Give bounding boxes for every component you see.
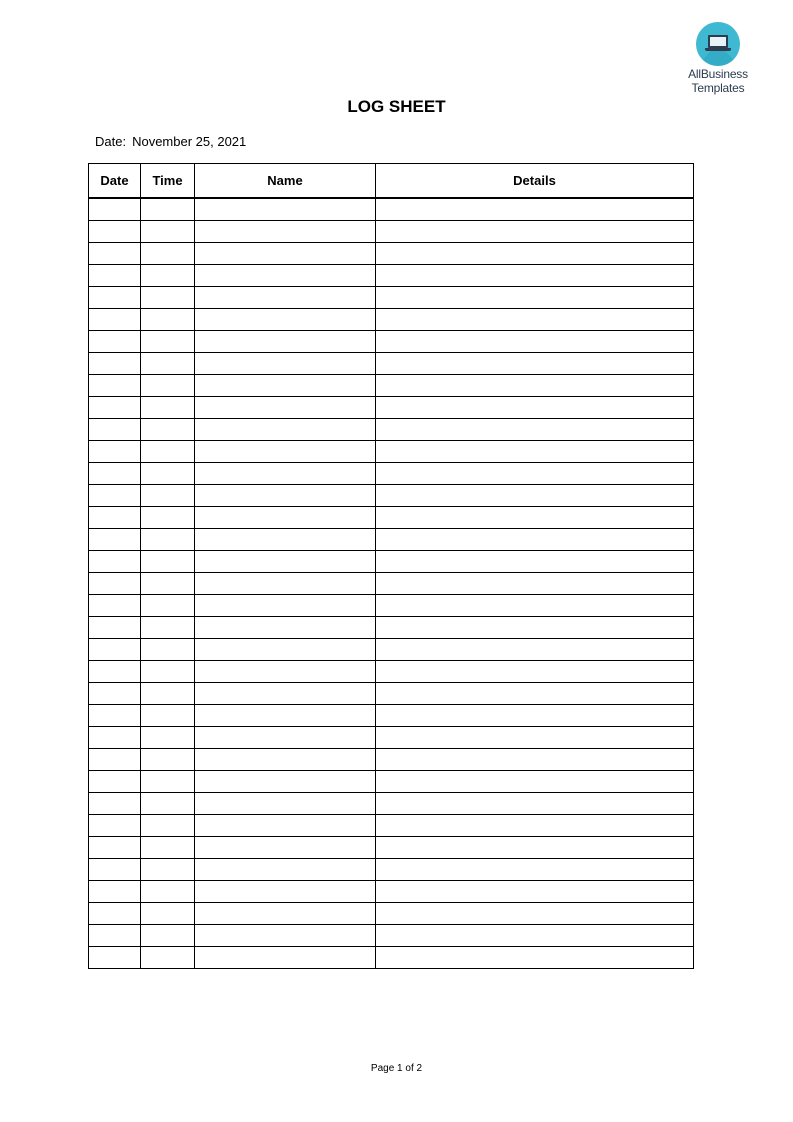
cell-details[interactable] <box>376 309 694 331</box>
cell-details[interactable] <box>376 903 694 925</box>
cell-time[interactable] <box>141 507 195 529</box>
table-row <box>89 639 694 661</box>
cell-date[interactable] <box>89 463 141 485</box>
cell-name[interactable] <box>195 463 376 485</box>
cell-details[interactable] <box>376 595 694 617</box>
cell-time[interactable] <box>141 331 195 353</box>
cell-name[interactable] <box>195 859 376 881</box>
cell-time[interactable] <box>141 661 195 683</box>
logo-text-line2: Templates <box>691 81 745 95</box>
column-header-name: Name <box>195 164 376 199</box>
cell-name[interactable] <box>195 925 376 947</box>
cell-details[interactable] <box>376 859 694 881</box>
cell-time[interactable] <box>141 419 195 441</box>
date-label: Date: <box>95 134 127 149</box>
cell-name[interactable] <box>195 397 376 419</box>
column-header-details: Details <box>376 164 694 199</box>
cell-time[interactable] <box>141 441 195 463</box>
table-row <box>89 815 694 837</box>
cell-details[interactable] <box>376 243 694 265</box>
cell-name[interactable] <box>195 287 376 309</box>
cell-date[interactable] <box>89 595 141 617</box>
cell-time[interactable] <box>141 485 195 507</box>
cell-date[interactable] <box>89 551 141 573</box>
cell-date[interactable] <box>89 749 141 771</box>
table-row <box>89 771 694 793</box>
cell-name[interactable] <box>195 947 376 969</box>
cell-date[interactable] <box>89 947 141 969</box>
cell-time[interactable] <box>141 683 195 705</box>
cell-date[interactable] <box>89 353 141 375</box>
cell-details[interactable] <box>376 375 694 397</box>
cell-time[interactable] <box>141 265 195 287</box>
cell-date[interactable] <box>89 881 141 903</box>
cell-date[interactable] <box>89 837 141 859</box>
cell-name[interactable] <box>195 419 376 441</box>
cell-time[interactable] <box>141 727 195 749</box>
cell-name[interactable] <box>195 375 376 397</box>
allbusiness-templates-logo <box>678 22 758 94</box>
cell-name[interactable] <box>195 749 376 771</box>
cell-date[interactable] <box>89 617 141 639</box>
cell-name[interactable] <box>195 441 376 463</box>
cell-name[interactable] <box>195 551 376 573</box>
cell-time[interactable] <box>141 309 195 331</box>
cell-details[interactable] <box>376 265 694 287</box>
logo-text-line1: AllBusiness <box>688 67 748 81</box>
cell-name[interactable] <box>195 573 376 595</box>
cell-date[interactable] <box>89 243 141 265</box>
table-row <box>89 947 694 969</box>
cell-date[interactable] <box>89 419 141 441</box>
cell-date[interactable] <box>89 815 141 837</box>
table-row <box>89 441 694 463</box>
cell-date[interactable] <box>89 485 141 507</box>
cell-name[interactable] <box>195 309 376 331</box>
cell-time[interactable] <box>141 198 195 221</box>
cell-time[interactable] <box>141 529 195 551</box>
cell-details[interactable] <box>376 353 694 375</box>
cell-name[interactable] <box>195 221 376 243</box>
cell-name[interactable] <box>195 881 376 903</box>
cell-details[interactable] <box>376 881 694 903</box>
cell-details[interactable] <box>376 749 694 771</box>
table-row <box>89 925 694 947</box>
cell-time[interactable] <box>141 749 195 771</box>
table-row <box>89 265 694 287</box>
cell-name[interactable] <box>195 793 376 815</box>
cell-date[interactable] <box>89 507 141 529</box>
cell-time[interactable] <box>141 463 195 485</box>
table-row <box>89 397 694 419</box>
table-row <box>89 331 694 353</box>
cell-date[interactable] <box>89 705 141 727</box>
cell-date[interactable] <box>89 309 141 331</box>
cell-name[interactable] <box>195 265 376 287</box>
cell-time[interactable] <box>141 705 195 727</box>
cell-details[interactable] <box>376 419 694 441</box>
cell-name[interactable] <box>195 705 376 727</box>
cell-time[interactable] <box>141 815 195 837</box>
table-row <box>89 881 694 903</box>
table-row <box>89 353 694 375</box>
cell-name[interactable] <box>195 198 376 221</box>
cell-details[interactable] <box>376 551 694 573</box>
cell-date[interactable] <box>89 397 141 419</box>
cell-time[interactable] <box>141 837 195 859</box>
cell-name[interactable] <box>195 507 376 529</box>
cell-name[interactable] <box>195 727 376 749</box>
cell-time[interactable] <box>141 793 195 815</box>
cell-name[interactable] <box>195 837 376 859</box>
document-title: LOG SHEET <box>347 97 446 116</box>
table-row <box>89 837 694 859</box>
date-line <box>95 134 246 149</box>
cell-date[interactable] <box>89 198 141 221</box>
cell-details[interactable] <box>376 573 694 595</box>
cell-details[interactable] <box>376 221 694 243</box>
cell-date[interactable] <box>89 375 141 397</box>
table-row <box>89 485 694 507</box>
cell-time[interactable] <box>141 947 195 969</box>
cell-date[interactable] <box>89 793 141 815</box>
table-row <box>89 221 694 243</box>
table-row <box>89 595 694 617</box>
cell-details[interactable] <box>376 287 694 309</box>
cell-details[interactable] <box>376 683 694 705</box>
table-row <box>89 903 694 925</box>
cell-details[interactable] <box>376 529 694 551</box>
cell-details[interactable] <box>376 441 694 463</box>
cell-details[interactable] <box>376 705 694 727</box>
column-header-date: Date <box>89 164 141 199</box>
cell-time[interactable] <box>141 397 195 419</box>
cell-details[interactable] <box>376 771 694 793</box>
cell-name[interactable] <box>195 353 376 375</box>
cell-name[interactable] <box>195 529 376 551</box>
cell-name[interactable] <box>195 331 376 353</box>
cell-time[interactable] <box>141 771 195 793</box>
cell-details[interactable] <box>376 331 694 353</box>
cell-date[interactable] <box>89 221 141 243</box>
cell-name[interactable] <box>195 595 376 617</box>
cell-date[interactable] <box>89 683 141 705</box>
page-number: Page 1 of 2 <box>370 1063 423 1074</box>
cell-time[interactable] <box>141 639 195 661</box>
table-row <box>89 529 694 551</box>
cell-date[interactable] <box>89 265 141 287</box>
cell-date[interactable] <box>89 859 141 881</box>
column-header-time: Time <box>141 164 195 199</box>
cell-details[interactable] <box>376 198 694 221</box>
cell-details[interactable] <box>376 925 694 947</box>
cell-date[interactable] <box>89 727 141 749</box>
cell-time[interactable] <box>141 353 195 375</box>
table-row <box>89 727 694 749</box>
cell-time[interactable] <box>141 925 195 947</box>
laptop-icon <box>696 22 740 66</box>
cell-time[interactable] <box>141 287 195 309</box>
cell-details[interactable] <box>376 639 694 661</box>
log-table <box>88 163 694 969</box>
cell-name[interactable] <box>195 617 376 639</box>
cell-time[interactable] <box>141 551 195 573</box>
cell-date[interactable] <box>89 925 141 947</box>
table-row <box>89 793 694 815</box>
cell-time[interactable] <box>141 859 195 881</box>
cell-name[interactable] <box>195 771 376 793</box>
cell-date[interactable] <box>89 287 141 309</box>
table-row <box>89 287 694 309</box>
cell-details[interactable] <box>376 485 694 507</box>
cell-time[interactable] <box>141 375 195 397</box>
cell-details[interactable] <box>376 947 694 969</box>
cell-time[interactable] <box>141 903 195 925</box>
cell-name[interactable] <box>195 661 376 683</box>
table-row <box>89 507 694 529</box>
cell-date[interactable] <box>89 661 141 683</box>
cell-name[interactable] <box>195 815 376 837</box>
cell-details[interactable] <box>376 837 694 859</box>
cell-time[interactable] <box>141 221 195 243</box>
cell-date[interactable] <box>89 771 141 793</box>
table-row <box>89 573 694 595</box>
cell-name[interactable] <box>195 683 376 705</box>
cell-details[interactable] <box>376 463 694 485</box>
cell-details[interactable] <box>376 661 694 683</box>
table-row <box>89 661 694 683</box>
cell-time[interactable] <box>141 595 195 617</box>
cell-date[interactable] <box>89 331 141 353</box>
table-row <box>89 617 694 639</box>
cell-name[interactable] <box>195 485 376 507</box>
cell-details[interactable] <box>376 617 694 639</box>
cell-date[interactable] <box>89 529 141 551</box>
cell-time[interactable] <box>141 243 195 265</box>
cell-details[interactable] <box>376 507 694 529</box>
cell-date[interactable] <box>89 639 141 661</box>
cell-details[interactable] <box>376 815 694 837</box>
table-row <box>89 705 694 727</box>
cell-date[interactable] <box>89 903 141 925</box>
date-value: November 25, 2021 <box>132 134 247 149</box>
table-row <box>89 198 694 221</box>
cell-name[interactable] <box>195 903 376 925</box>
cell-name[interactable] <box>195 639 376 661</box>
table-row <box>89 243 694 265</box>
cell-time[interactable] <box>141 617 195 639</box>
cell-details[interactable] <box>376 727 694 749</box>
log-table-body <box>89 198 694 969</box>
table-row <box>89 419 694 441</box>
cell-time[interactable] <box>141 881 195 903</box>
cell-date[interactable] <box>89 441 141 463</box>
table-row <box>89 749 694 771</box>
table-row <box>89 683 694 705</box>
table-row <box>89 551 694 573</box>
cell-name[interactable] <box>195 243 376 265</box>
cell-time[interactable] <box>141 573 195 595</box>
table-row <box>89 309 694 331</box>
table-row <box>89 463 694 485</box>
table-row <box>89 859 694 881</box>
table-header-row <box>89 164 694 199</box>
table-row <box>89 375 694 397</box>
cell-details[interactable] <box>376 793 694 815</box>
cell-date[interactable] <box>89 573 141 595</box>
cell-details[interactable] <box>376 397 694 419</box>
